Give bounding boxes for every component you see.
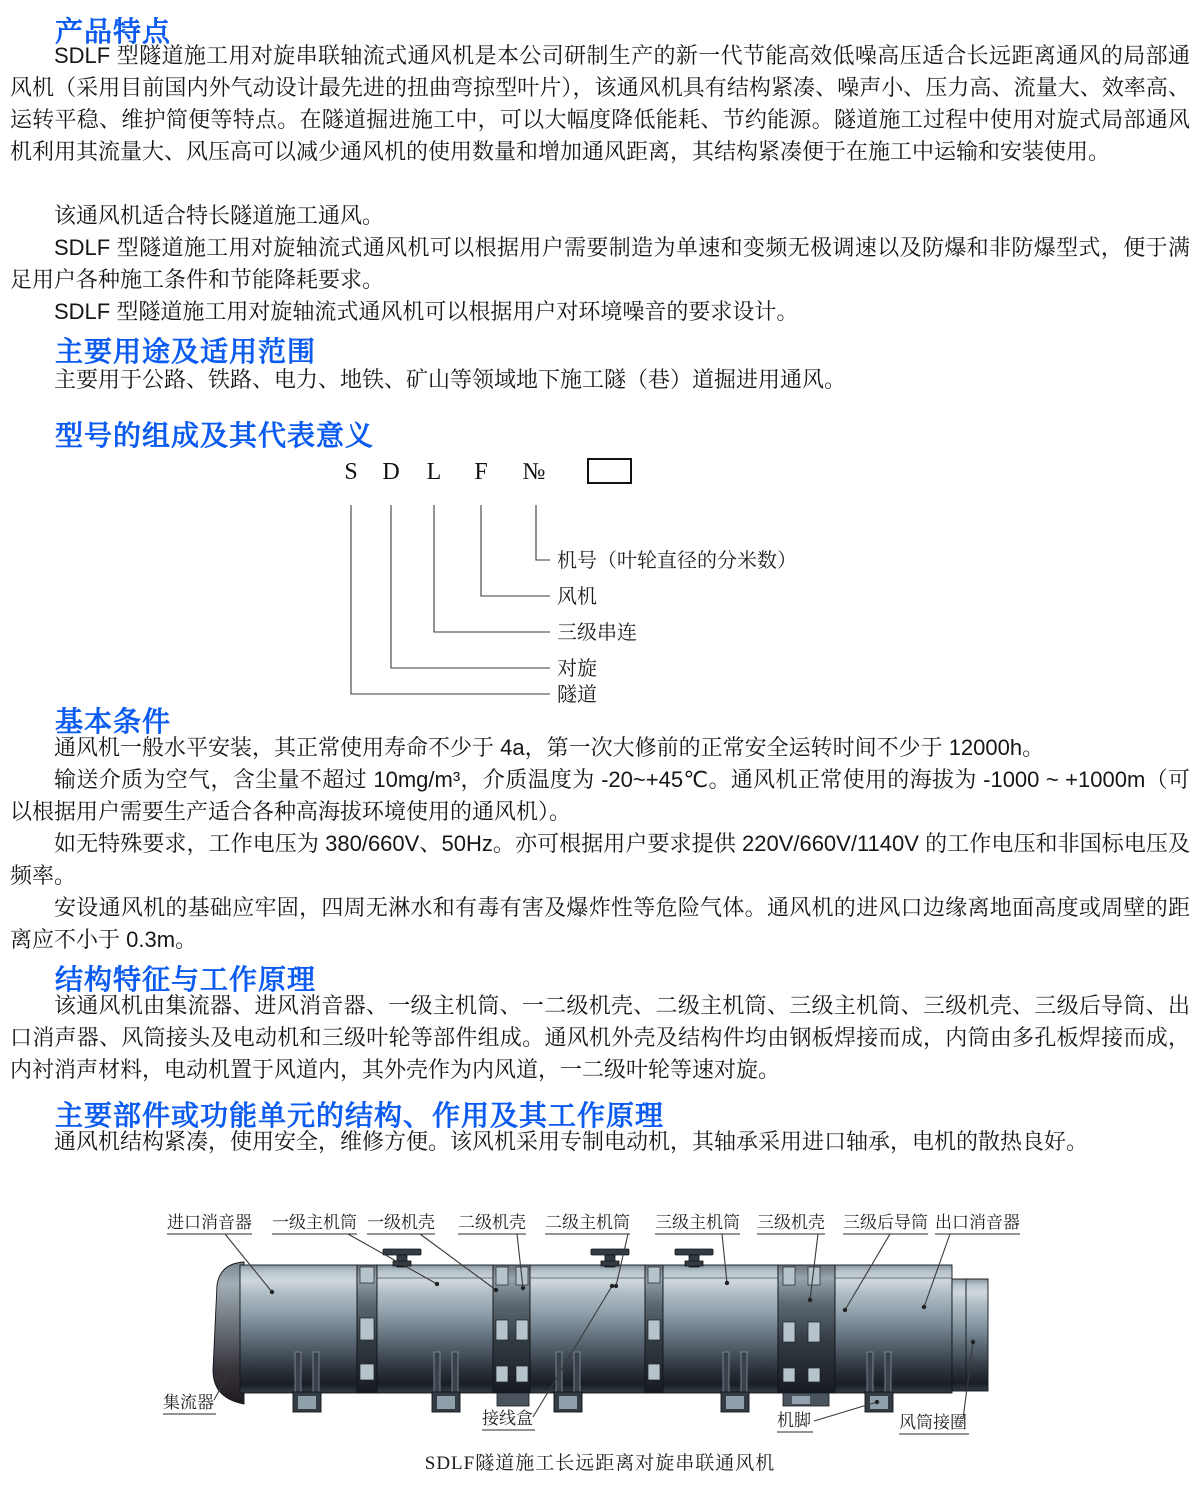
bolt-lug: [496, 1366, 508, 1382]
connector-line-f: [481, 505, 550, 596]
label-inlet-silencer: 进口消音器: [167, 1213, 252, 1232]
bolt-lug: [648, 1364, 660, 1380]
leader-dot: [843, 1308, 847, 1312]
label-junction-box: 接线盒: [482, 1409, 533, 1428]
model-label-contra-rotating: 对旋: [557, 658, 597, 680]
leader-dot: [521, 1286, 525, 1290]
heading-product-features: 产品特点: [55, 16, 172, 47]
paragraph-conditions-1: 通风机一般水平安装，其正常使用寿命不少于 4a，第一次大修前的正常安全运转时间不少于 12000h。: [54, 735, 1045, 760]
heading-structure-principle: 结构特征与工作原理: [55, 964, 317, 995]
flange-foot-face: [792, 1396, 810, 1404]
bolt-lug: [808, 1322, 820, 1342]
leader-dot: [494, 1288, 498, 1292]
model-letter-no: №: [522, 459, 546, 485]
leader-dot: [614, 1284, 618, 1288]
fan-diagram-caption: SDLF隧道施工长远距离对旋串联通风机: [424, 1453, 776, 1474]
section-outlet-silencer: [835, 1265, 952, 1393]
leader-dot: [808, 1298, 812, 1302]
connector-line-no: [536, 505, 550, 560]
label-stage3-casing: 三级机壳: [757, 1213, 825, 1232]
bolt-lug: [808, 1368, 820, 1382]
heading-basic-conditions: 基本条件: [55, 706, 172, 737]
leader-dot: [725, 1281, 729, 1285]
bolt-lug: [516, 1320, 528, 1340]
connector-line-s: [351, 505, 550, 694]
paragraph-uses-1: 主要用于公路、铁路、电力、地铁、矿山等领域地下施工隧（巷）道掘进用通风。: [54, 367, 847, 392]
label-duct-ring: 风筒接圈: [899, 1413, 967, 1432]
leader-dot: [270, 1290, 274, 1294]
paragraph-features-3: SDLF 型隧道施工用对旋轴流式通风机可以根据用户需要制造为单速和变频无极调速以及防爆和非防爆型式，便于满足用户各种施工条件和节能降耗要求。: [10, 235, 1190, 292]
label-machine-foot: 机脚: [777, 1411, 811, 1430]
bolt-lug: [516, 1366, 528, 1382]
bolt-lug: [360, 1318, 374, 1340]
top-handle-3: [675, 1249, 713, 1267]
model-label-three-stage: 三级串连: [557, 622, 637, 644]
leader-dot: [922, 1305, 926, 1309]
bolt-lug: [360, 1364, 374, 1380]
heading-main-components: 主要部件或功能单元的结构、作用及其工作原理: [55, 1100, 665, 1131]
label-stage1-casing: 一级机壳: [367, 1213, 435, 1232]
bolt-lug: [783, 1368, 795, 1382]
leader-dot: [971, 1340, 975, 1344]
paragraph-conditions-4: 安设通风机的基础应牢固，四周无淋水和有毒有害及爆炸性等危险气体。通风机的进风口边缘离地面高度或周壁的距离应不小于 0.3m。: [10, 895, 1190, 952]
flange-foot-tab: [497, 1393, 529, 1406]
section-stage3-casing: [663, 1265, 778, 1393]
model-letter-d: D: [382, 459, 400, 485]
bolt-lug: [648, 1267, 660, 1283]
paragraph-components-1: 通风机结构紧凑，使用安全，维修方便。该风机采用专制电动机，其轴承采用进口轴承，电机的散热良好。: [54, 1129, 1089, 1154]
bolt-lug: [648, 1320, 660, 1340]
section-stage2-casing: [530, 1265, 645, 1393]
connector-line-d: [391, 505, 550, 668]
connector-line-l: [434, 505, 550, 632]
heading-main-uses: 主要用途及适用范围: [55, 336, 317, 367]
leader-dot: [610, 1284, 614, 1288]
model-label-tunnel: 隧道: [557, 684, 597, 706]
inlet-bell-collector: [213, 1262, 244, 1404]
model-label-fan: 风机: [557, 586, 597, 608]
bolt-lug: [496, 1320, 508, 1340]
model-letter-l: L: [426, 459, 442, 485]
label-outlet-silencer: 出口消音器: [935, 1213, 1020, 1232]
label-collector: 集流器: [163, 1393, 214, 1412]
bolt-lug: [783, 1267, 795, 1285]
model-letter-f: F: [474, 459, 488, 485]
model-letter-s: S: [344, 459, 358, 485]
leader-dot: [435, 1282, 439, 1286]
label-stage1-main-tube: 一级主机筒: [272, 1213, 357, 1232]
label-stage3-main-tube: 三级主机筒: [655, 1213, 740, 1232]
label-stage3-guide-tube: 三级后导筒: [843, 1213, 928, 1232]
model-code-diagram: [0, 440, 1200, 710]
bolt-lug: [496, 1267, 508, 1285]
outlet-duct-ring: [952, 1279, 988, 1391]
label-stage2-main-tube: 二级主机筒: [545, 1213, 630, 1232]
model-number-box: [588, 459, 631, 483]
paragraph-conditions-3: 如无特殊要求，工作电压为 380/660V、50Hz。亦可根据用户要求提供 220V/660V/1140V 的工作电压和非国标电压及频率。: [10, 831, 1190, 888]
paragraph-structure-1: 该通风机由集流器、进风消音器、一级主机筒、一二级机壳、二级主机筒、三级主机筒、三级机壳、三级后导筒、出口消声器、风筒接头及电动机和三级叶轮等部件组成。通风机外壳及结构件均由钢板焊接而成，内筒由多孔板焊接而成，内衬消声材料，电动机置于风道内，其外壳作为内风道，一二级叶轮等速对旋。: [10, 993, 1190, 1082]
heading-model-composition: 型号的组成及其代表意义: [55, 420, 375, 451]
leader-dot: [875, 1400, 879, 1404]
model-label-fan-number: 机号（叶轮直径的分米数）: [557, 550, 797, 572]
label-stage2-casing: 二级机壳: [458, 1213, 526, 1232]
paragraph-features-2: 该通风机适合特长隧道施工通风。: [54, 203, 385, 228]
bolt-lug: [783, 1322, 795, 1342]
paragraph-features-1: SDLF 型隧道施工用对旋串联轴流式通风机是本公司研制生产的新一代节能高效低噪高压适合长远距离通风的局部通风机（采用目前国内外气动设计最先进的扭曲弯掠型叶片），该通风机具有结构紧凑、噪声小、压力高、流量大、效率高、运转平稳、维护简便等特点。在隧道掘进施工中，可以大幅度降低能耗、节约能源。隧道施工过程中使用对旋式局部通风机利用其流量大、风压高可以减少通风机的使用数量和增加通风距离，其结构紧凑便于在施工中运输和安装使用。: [10, 43, 1190, 164]
paragraph-conditions-2: 输送介质为空气，含尘量不超过 10mg/m³，介质温度为 -20~+45℃。通风机正常使用的海拔为 -1000 ~ +1000m（可以根据用户需要生产适合各种高海拔环境使用的通风机）。: [10, 767, 1190, 824]
top-handle-2: [591, 1249, 629, 1267]
paragraph-features-4: SDLF 型隧道施工用对旋轴流式通风机可以根据用户对环境噪音的要求设计。: [54, 299, 799, 324]
bolt-lug: [360, 1267, 374, 1283]
